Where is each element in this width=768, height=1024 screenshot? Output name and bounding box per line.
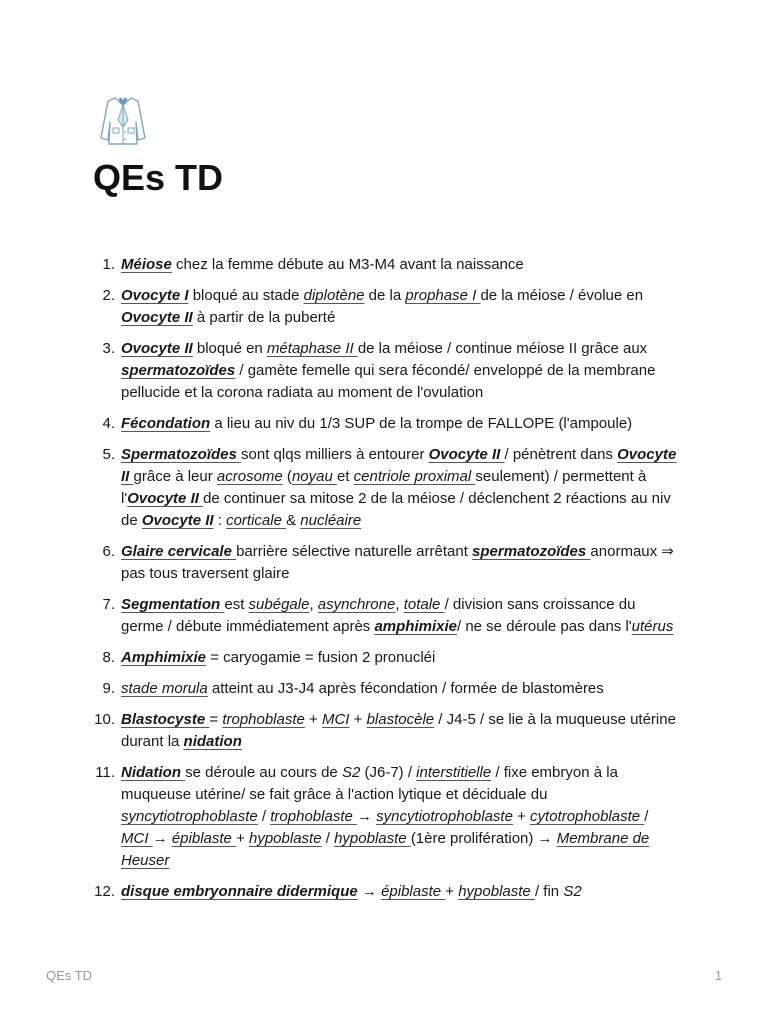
list-item: [102, 338, 678, 404]
key-term: spermatozoïdes: [472, 543, 591, 560]
text-segment: chez la femme débute au M3-M4 avant la naissance: [171, 256, 524, 273]
term: stade morula: [121, 680, 208, 697]
text-segment: grâce à leur: [133, 468, 217, 485]
key-term: Blastocyste: [121, 711, 210, 728]
term: diplotène: [303, 287, 365, 304]
qa-list: [0, 254, 678, 912]
key-term: Glaire cervicale: [121, 543, 237, 560]
list-item-number: 9.: [102, 680, 115, 697]
key-term: Ovocyte II: [141, 512, 214, 529]
term: épiblaste: [171, 830, 237, 847]
text-segment: à partir de la puberté: [192, 309, 336, 326]
text-segment: →: [357, 883, 382, 900]
list-item-number: 1.: [102, 256, 115, 273]
term: blastocèle: [366, 711, 435, 728]
term: hypoblaste: [458, 883, 535, 900]
text-segment: barrière sélective naturelle arrêtant: [236, 543, 473, 560]
key-term: Spermatozoïdes: [121, 446, 242, 463]
lab-coat-icon: [96, 94, 150, 148]
key-term: Ovocyte II: [121, 340, 193, 357]
term: interstitielle: [416, 764, 492, 781]
term: utérus: [631, 618, 674, 635]
text-segment: :: [213, 512, 227, 529]
key-term: Ovocyte II: [121, 309, 193, 326]
text-segment: =: [209, 711, 223, 728]
text-segment: atteint au J3-J4 après fécondation / formée de blastomères: [207, 680, 604, 697]
term: nucléaire: [300, 512, 362, 529]
list-item: [102, 541, 678, 585]
list-item: [94, 881, 678, 903]
list-item-number: 12.: [94, 883, 115, 900]
text-segment: se déroule au cours de: [185, 764, 342, 781]
page-title: QEs TD: [93, 157, 224, 198]
page-number: 1: [714, 968, 722, 983]
list-item-number: 4.: [102, 415, 115, 432]
text-segment: anormaux ⇒ pas tous traversent glaire: [121, 543, 674, 582]
key-term: Nidation: [121, 764, 186, 781]
text-segment: a lieu au niv du 1/3 SUP de la trompe de FALLOPE (l'ampoule): [210, 415, 633, 432]
term: trophoblaste: [222, 711, 305, 728]
text-segment: (J6-7) /: [360, 764, 417, 781]
list-item: [102, 647, 678, 669]
footer-title: QEs TD: [46, 968, 92, 983]
term: Membrane de Heuser: [121, 830, 650, 869]
key-term: Ovocyte II: [127, 490, 204, 507]
text-segment: ,: [395, 596, 404, 613]
list-item: [102, 594, 678, 638]
list-item: [102, 678, 678, 700]
term: totale: [403, 596, 445, 613]
text-segment: bloqué au stade: [188, 287, 304, 304]
text-segment: +: [236, 830, 249, 847]
key-term: disque embryonnaire didermique: [121, 883, 358, 900]
key-term: Segmentation: [121, 596, 225, 613]
key-term: Ovocyte II: [121, 446, 677, 485]
term: MCI: [121, 830, 153, 847]
key-term: spermatozoïdes: [121, 362, 236, 379]
text-segment: (1ère prolifération) →: [410, 830, 557, 847]
list-item: [95, 762, 678, 872]
term: noyau: [291, 468, 337, 485]
text-segment: / fin: [534, 883, 564, 900]
list-item-number: 3.: [102, 340, 115, 357]
text-segment: S2: [341, 764, 361, 781]
list-item-number: 10.: [94, 711, 115, 728]
list-item-number: 6.: [102, 543, 115, 560]
text-segment: est: [224, 596, 249, 613]
term: métaphase II: [266, 340, 358, 357]
text-segment: / gamète femelle qui sera fécondé/ enveloppé de la membrane pellucide et la corona radiata au moment de l'ovulation: [121, 362, 656, 401]
list-item-number: 11.: [95, 764, 115, 781]
text-segment: de la méiose / évolue en: [480, 287, 644, 304]
term: corticale: [226, 512, 287, 529]
text-segment: sont qlqs milliers à entourer: [241, 446, 429, 463]
text-segment: &: [286, 512, 301, 529]
text-segment: →: [357, 808, 377, 825]
list-item: [102, 444, 678, 532]
text-segment: (: [282, 468, 292, 485]
text-segment: de la méiose / continue méiose II grâce aux: [357, 340, 648, 357]
text-segment: /: [321, 830, 335, 847]
text-segment: +: [512, 808, 531, 825]
list-item: [102, 413, 678, 435]
term: centriole proximal: [353, 468, 476, 485]
list-item: [102, 285, 678, 329]
text-segment: / ne se déroule pas dans l': [457, 618, 632, 635]
term: MCI: [321, 711, 350, 728]
term: syncytiotrophoblaste: [121, 808, 258, 825]
list-item-number: 5.: [102, 446, 115, 463]
text-segment: / fixe embryon à la muqueuse utérine/ se fait grâce à l'action lytique et déciduale du: [121, 764, 618, 803]
term: subégale: [248, 596, 310, 613]
term: hypoblaste: [334, 830, 411, 847]
text-segment: →: [152, 830, 172, 847]
term: épiblaste: [381, 883, 446, 900]
list-item: [102, 254, 678, 276]
list-item-number: 7.: [102, 596, 115, 613]
text-segment: +: [304, 711, 322, 728]
key-term: Ovocyte I: [121, 287, 189, 304]
key-term: Ovocyte II: [428, 446, 505, 463]
text-segment: +: [349, 711, 367, 728]
text-segment: S2: [563, 883, 582, 900]
list-item: [94, 709, 678, 753]
list-item-number: 8.: [102, 649, 115, 666]
term: syncytiotrophoblaste: [376, 808, 513, 825]
text-segment: de continuer sa mitose 2 de la méiose / déclenchent 2 réactions au niv de: [121, 490, 671, 529]
term: hypoblaste: [249, 830, 322, 847]
key-term: amphimixie: [374, 618, 457, 635]
list-item-number: 2.: [102, 287, 115, 304]
text-segment: bloqué en: [192, 340, 267, 357]
text-segment: /: [257, 808, 271, 825]
term: acrosome: [216, 468, 283, 485]
text-segment: +: [445, 883, 459, 900]
text-segment: et: [336, 468, 354, 485]
key-term: Amphimixie: [121, 649, 207, 666]
key-term: Fécondation: [121, 415, 211, 432]
term: prophase I: [405, 287, 481, 304]
term: asynchrone: [317, 596, 396, 613]
text-segment: de la: [364, 287, 406, 304]
text-segment: / division sans croissance du germe / débute immédiatement après: [121, 596, 636, 635]
term: cytotrophoblaste: [530, 808, 645, 825]
key-term: Méiose: [121, 256, 172, 273]
text-segment: / J4-5 / se lie à la muqueuse utérine durant la: [121, 711, 676, 750]
text-segment: ,: [309, 596, 318, 613]
text-segment: seulement) / permettent à l': [121, 468, 647, 507]
text-segment: = caryogamie = fusion 2 pronucléi: [206, 649, 436, 666]
text-segment: / pénètrent dans: [504, 446, 618, 463]
text-segment: /: [644, 808, 649, 825]
term: trophoblaste: [270, 808, 357, 825]
key-term: nidation: [183, 733, 242, 750]
